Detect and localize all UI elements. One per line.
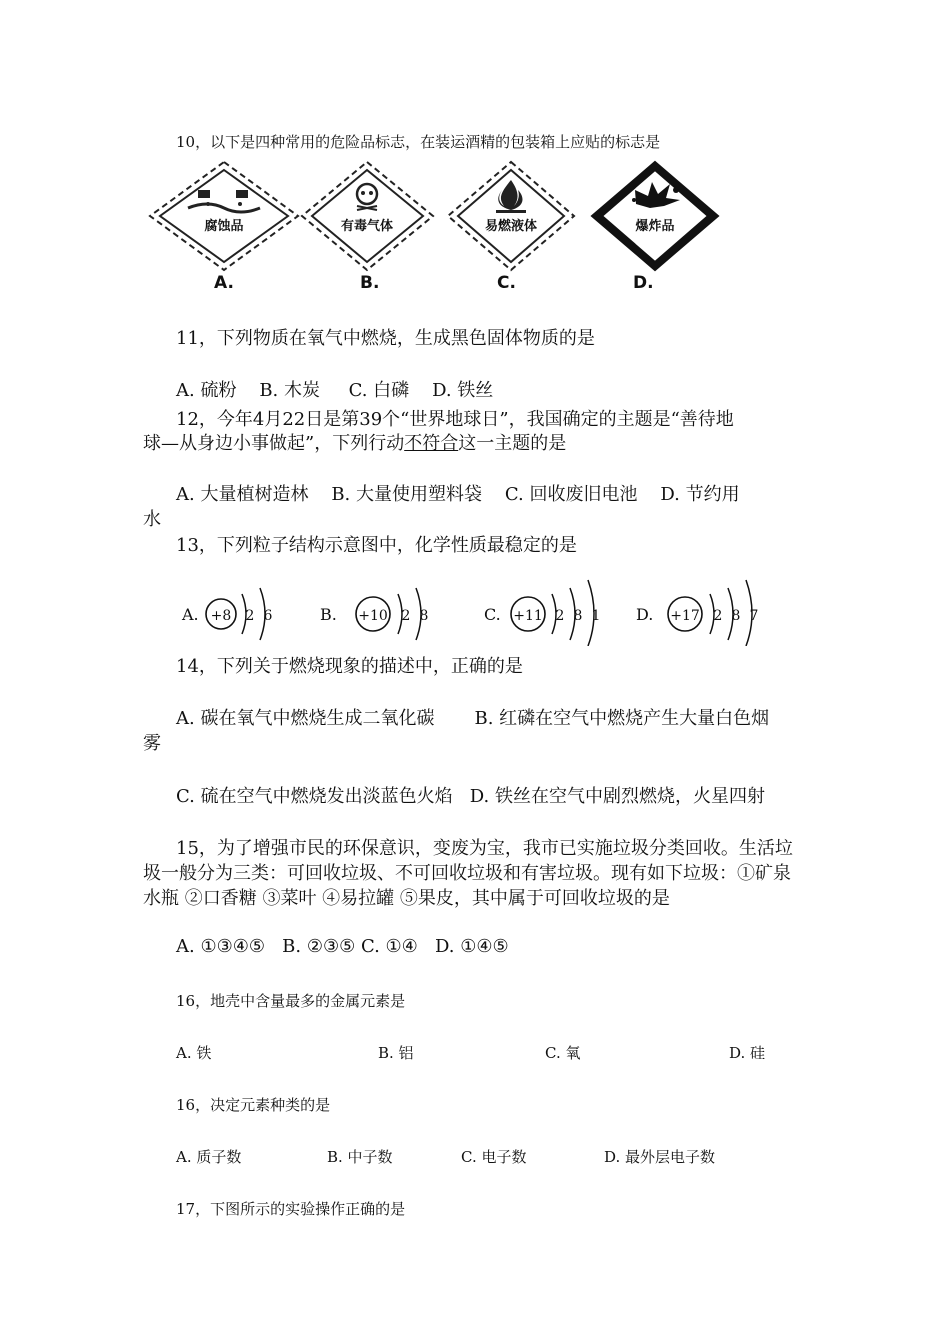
atom-shell: 6: [263, 608, 273, 624]
hazard-sign-toxic: [300, 160, 435, 272]
q12-options-line2: 水: [143, 509, 161, 530]
q12-stem-line2: [143, 429, 566, 455]
q12-underlined: 不符合: [404, 433, 459, 454]
q16b-option-a: A. 质子数: [176, 1148, 242, 1166]
atom-shell: 7: [749, 608, 759, 624]
q16a-option-a: A. 铁: [176, 1044, 212, 1062]
atom-shell: 8: [419, 608, 429, 624]
atom-nucleus: +17: [670, 608, 700, 624]
sign-label: 腐蚀品: [204, 219, 244, 234]
q14-line3: C. 硫在空气中燃烧发出淡蓝色火焰 D. 铁丝在空气中剧烈燃烧，火星四射: [176, 786, 765, 807]
atom-letter: A.: [182, 605, 199, 624]
sign-letter: D.: [633, 273, 654, 293]
hazard-sign-explosive: [590, 160, 720, 272]
q10-stem: 10，以下是四种常用的危险品标志，在装运酒精的包装箱上应贴的标志是: [176, 133, 661, 151]
q12-options-line1: A. 大量植树造林 B. 大量使用塑料袋 C. 回收废旧电池 D. 节约用: [176, 484, 740, 505]
q14-line2: 雾: [143, 733, 161, 754]
sign-letter: A.: [214, 273, 234, 293]
q15-line1: 15，为了增强市民的环保意识，变废为宝，我市已实施垃圾分类回收。生活垃: [176, 838, 793, 859]
atom-shell: 8: [731, 608, 741, 624]
atom-letter: D.: [636, 605, 654, 624]
atom-shell: 2: [401, 608, 411, 624]
q16a-stem: 16，地壳中含量最多的金属元素是: [176, 992, 406, 1010]
atom-diagram-a: [176, 580, 286, 644]
q15-options: A. ①③④⑤ B. ②③⑤ C. ①④ D. ①④⑤: [176, 936, 509, 957]
atom-shell: 1: [591, 608, 601, 624]
q16b-option-d: D. 最外层电子数: [604, 1148, 716, 1166]
q16b-stem: 16，决定元素种类的是: [176, 1096, 331, 1114]
q15-line3: 水瓶 ②口香糖 ③菜叶 ④易拉罐 ⑤果皮，其中属于可回收垃圾的是: [143, 888, 670, 909]
atom-diagram-c: [482, 574, 612, 646]
q11-options: A. 硫粉 B. 木炭 C. 白磷 D. 铁丝: [176, 380, 494, 401]
atom-shell: 2: [555, 608, 565, 624]
hazard-sign-flammable: [446, 160, 576, 272]
atom-nucleus: +8: [210, 608, 232, 624]
q11-stem: 11，下列物质在氧气中燃烧，生成黑色固体物质的是: [176, 328, 595, 349]
sign-label: 有毒气体: [340, 219, 394, 234]
q16b-option-c: C. 电子数: [461, 1148, 527, 1166]
q16a-option-b: B. 铝: [378, 1044, 414, 1062]
sign-label: 易燃液体: [484, 219, 538, 234]
q16b-option-b: B. 中子数: [327, 1148, 393, 1166]
q12-stem-post: 这一主题的是: [458, 433, 567, 454]
q12-stem-pre: 球—从身边小事做起”，下列行动: [143, 433, 405, 454]
sign-letter: B.: [360, 273, 380, 293]
atom-diagram-d: [634, 574, 774, 646]
atom-shell: 2: [713, 608, 723, 624]
q16a-option-d: D. 硅: [729, 1044, 766, 1062]
atom-nucleus: +10: [358, 608, 388, 624]
atom-nucleus: +11: [513, 608, 543, 624]
atom-diagram-b: [318, 580, 438, 644]
q17-stem: 17，下图所示的实验操作正确的是: [176, 1200, 406, 1218]
q16a-option-c: C. 氧: [545, 1044, 581, 1062]
sign-label: 爆炸品: [635, 219, 675, 234]
q12-stem-line1: 12，今年4月22日是第39个“世界地球日”，我国确定的主题是“善待地: [176, 409, 734, 430]
atom-letter: C.: [484, 605, 501, 624]
q14-line1: A. 碳在氧气中燃烧生成二氧化碳 B. 红磷在空气中燃烧产生大量白色烟: [176, 708, 770, 729]
hazard-sign-corrosive: [148, 160, 300, 272]
atom-shell: 2: [245, 608, 255, 624]
q15-line2: 圾一般分为三类：可回收垃圾、不可回收垃圾和有害垃圾。现有如下垃圾：①矿泉: [143, 863, 791, 884]
sign-letter: C.: [497, 273, 516, 293]
q13-stem: 13，下列粒子结构示意图中，化学性质最稳定的是: [176, 535, 577, 556]
atom-shell: 8: [573, 608, 583, 624]
q14-stem: 14，下列关于燃烧现象的描述中，正确的是: [176, 656, 523, 677]
atom-letter: B.: [320, 605, 337, 624]
